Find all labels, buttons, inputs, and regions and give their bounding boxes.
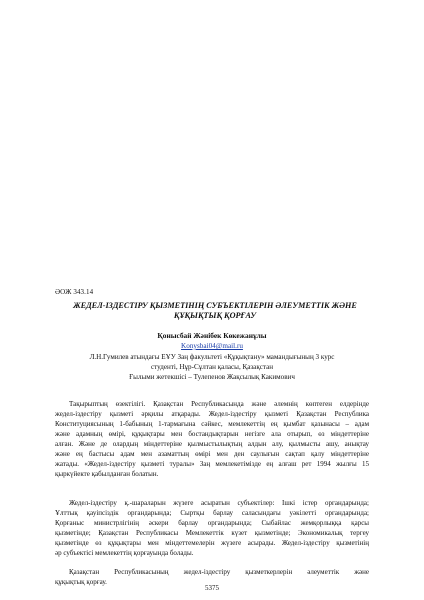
article-title-line-2: ҚҰҚЫҚТЫҚ ҚОРҒАУ [173, 311, 257, 320]
text-line: Конституциясының 1-бабының 1-тармағына сәйкес, мемлекеттің ең қымбат қазынасы – адам [55, 420, 369, 429]
udc-code: ӘОЖ 343.14 [55, 288, 94, 296]
text-line: Қазақстан Республикасының жедел-іздестіру қызметкерлерін әлеуметтік және [69, 568, 369, 576]
text-line: Тақырыптың өзектілігі. Қазақстан Республикасында және әлемнің көптеген елдерінде [69, 400, 369, 408]
text-line: қызметінде өз құқықтары мен міндеттемелерін жүзеге асырады. Жедел-іздестіру қызметінің [55, 539, 369, 548]
text-line: жедел-іздестіру қызметі әрқилы атқарады. Жедел-іздестіру қызметі Қазақстан Республика [55, 410, 369, 419]
text-line: Жедел-іздестіру қ.-шараларын жүзеге асыратын субъектілер: Ішкі істер органдарында; [69, 499, 369, 507]
text-line: және адамның өмірі, құқықтары мен бостандықтарын негізге ала отырып, өз міндеттеріне [55, 430, 369, 439]
author-name: Қонысбай Жәнібек Көкежанұлы [157, 331, 267, 340]
text-line: жатады. «Жедел-іздестіру қызметі туралы» Заң мемлекетімізде ең алғаш рет 1994 жылғы 15 [55, 460, 369, 469]
article-title-line-1: ЖЕДЕЛ-ІЗДЕСТІРУ ҚЫЗМЕТІНІҢ СУБЪЕКТІЛЕРІН ӘЛЕУМЕТТІК ЖӘНЕ [73, 301, 357, 310]
text-line: қызметінде; Қазақстан Республикасы Мемлекеттік күзет қызметінде; Экономикалық тергеу [55, 529, 369, 538]
paragraph-relevance [55, 399, 369, 479]
affiliation-line-1: Л.Н.Гумилев атындағы ЕҰУ Заң факультеті «Құқықтану» мамандығының 3 курс [89, 353, 335, 361]
paragraph-subjects [55, 498, 369, 558]
text-line: және ең бастысы адам мен азаматтың өмірі мен ден саулығын сақтап қалу міндеттеріне [55, 450, 369, 459]
text-line: алған. Және де олардың міндеттеріне қылмыстылықтың алдын алу, қылмысты ашу, анықтау [55, 440, 369, 449]
text-line: Ұлттық қауіпсіздік органдарында; Сыртқы барлау саласындағы уәкілетті органдарында; [55, 509, 369, 518]
text-line: құқықтық қорғау. [55, 578, 107, 587]
affiliation-line-2: студенті, Нұр-Сұлтан қаласы, Қазақстан [150, 363, 274, 371]
supervisor-line: Ғылыми жетекшісі – Тулепенов Жақсылық Какимович [129, 373, 295, 381]
text-line: әр субъектісі мемлекеттің қорғауында болады. [55, 549, 194, 558]
page-number: 5375 [205, 584, 219, 592]
author-email-link[interactable]: Konysbai04@mail.ru [181, 342, 243, 350]
text-line: қыркүйекте қабылданған болатын. [55, 470, 159, 479]
text-line: Қорғаныс министрлігінің әскери барлау органдарында; Сыбайлас жемқорлыққа қарсы [55, 519, 369, 528]
